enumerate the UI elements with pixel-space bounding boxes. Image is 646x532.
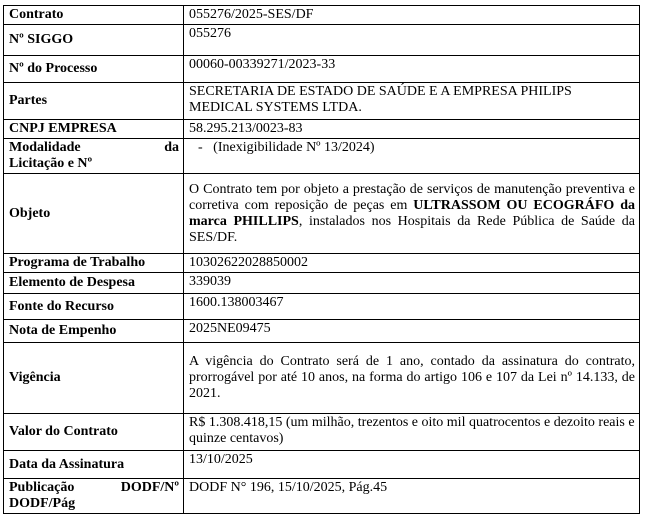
objeto-text-end: , instalados nos Hospitais da Rede Pública de Saúde da SES/DF. [189,213,635,245]
row-label: Contrato [4,6,184,25]
row-label: CNPJ EMPRESA [4,120,184,139]
row-value: 055276/2025-SES/DF [184,6,640,25]
table-row [4,25,640,56]
row-label: Vigência [4,343,184,414]
row-value: 13/10/2025 [184,451,640,479]
table-row [4,273,640,294]
table-row [4,414,640,451]
table-row [4,56,640,83]
label-part: DODF/Pág [9,496,76,511]
row-value: 1600.138003467 [184,294,640,320]
table-row [4,451,640,479]
row-label: Nota de Empenho [4,320,184,343]
table-row [4,120,640,139]
row-label: Data da Assinatura [4,451,184,479]
table-row [4,139,640,174]
table-row [4,83,640,120]
row-label [4,479,184,514]
row-label: Programa de Trabalho [4,254,184,273]
label-part: Modalidade [9,140,81,155]
row-label: Valor do Contrato [4,414,184,451]
row-label: Objeto [4,174,184,254]
label-part: Licitação e Nº [9,156,93,171]
table-row [4,174,640,254]
row-value: 055276 [184,25,640,56]
row-value: 58.295.213/0023-83 [184,120,640,139]
row-label: Partes [4,83,184,120]
contract-table [3,5,640,514]
table-row [4,343,640,414]
row-label: Nº SIGGO [4,25,184,56]
row-value: - (Inexigibilidade Nº 13/2024) [184,139,640,174]
row-value: 10302622028850002 [184,254,640,273]
row-label: Fonte do Recurso [4,294,184,320]
row-value: DODF N° 196, 15/10/2025, Pág.45 [184,479,640,514]
row-value: 339039 [184,273,640,294]
label-part: Publicação [9,480,75,495]
row-value: R$ 1.308.418,15 (um milhão, trezentos e oito mil quatrocentos e dezoito reais e quinze centavos) [184,414,640,451]
row-value: 2025NE09475 [184,320,640,343]
row-value: A vigência do Contrato será de 1 ano, contado da assinatura do contrato, prorrogável por até 10 anos, na forma do artigo 106 e 107 da Lei nº 14.133, de 2021. [184,343,640,414]
objeto-highlight: ULTRASSOM OU ECOGRÁFO da marca PHILLIPS [189,197,635,229]
row-value: SECRETARIA DE ESTADO DE SAÚDE E A EMPRESA PHILIPS MEDICAL SYSTEMS LTDA. [184,83,640,120]
objeto-text: O Contrato tem por objeto a prestação de serviços de manutenção preventiva e corretiva com reposição de peças em [189,181,635,213]
row-value [184,174,640,254]
row-label: Nº do Processo [4,56,184,83]
table-row [4,6,640,25]
table-row [4,479,640,514]
table-row [4,254,640,273]
label-part: da [164,140,179,155]
label-part: DODF/Nº [120,480,179,495]
row-label [4,139,184,174]
table-row [4,294,640,320]
row-label: Elemento de Despesa [4,273,184,294]
table-row [4,320,640,343]
row-value: 00060-00339271/2023-33 [184,56,640,83]
